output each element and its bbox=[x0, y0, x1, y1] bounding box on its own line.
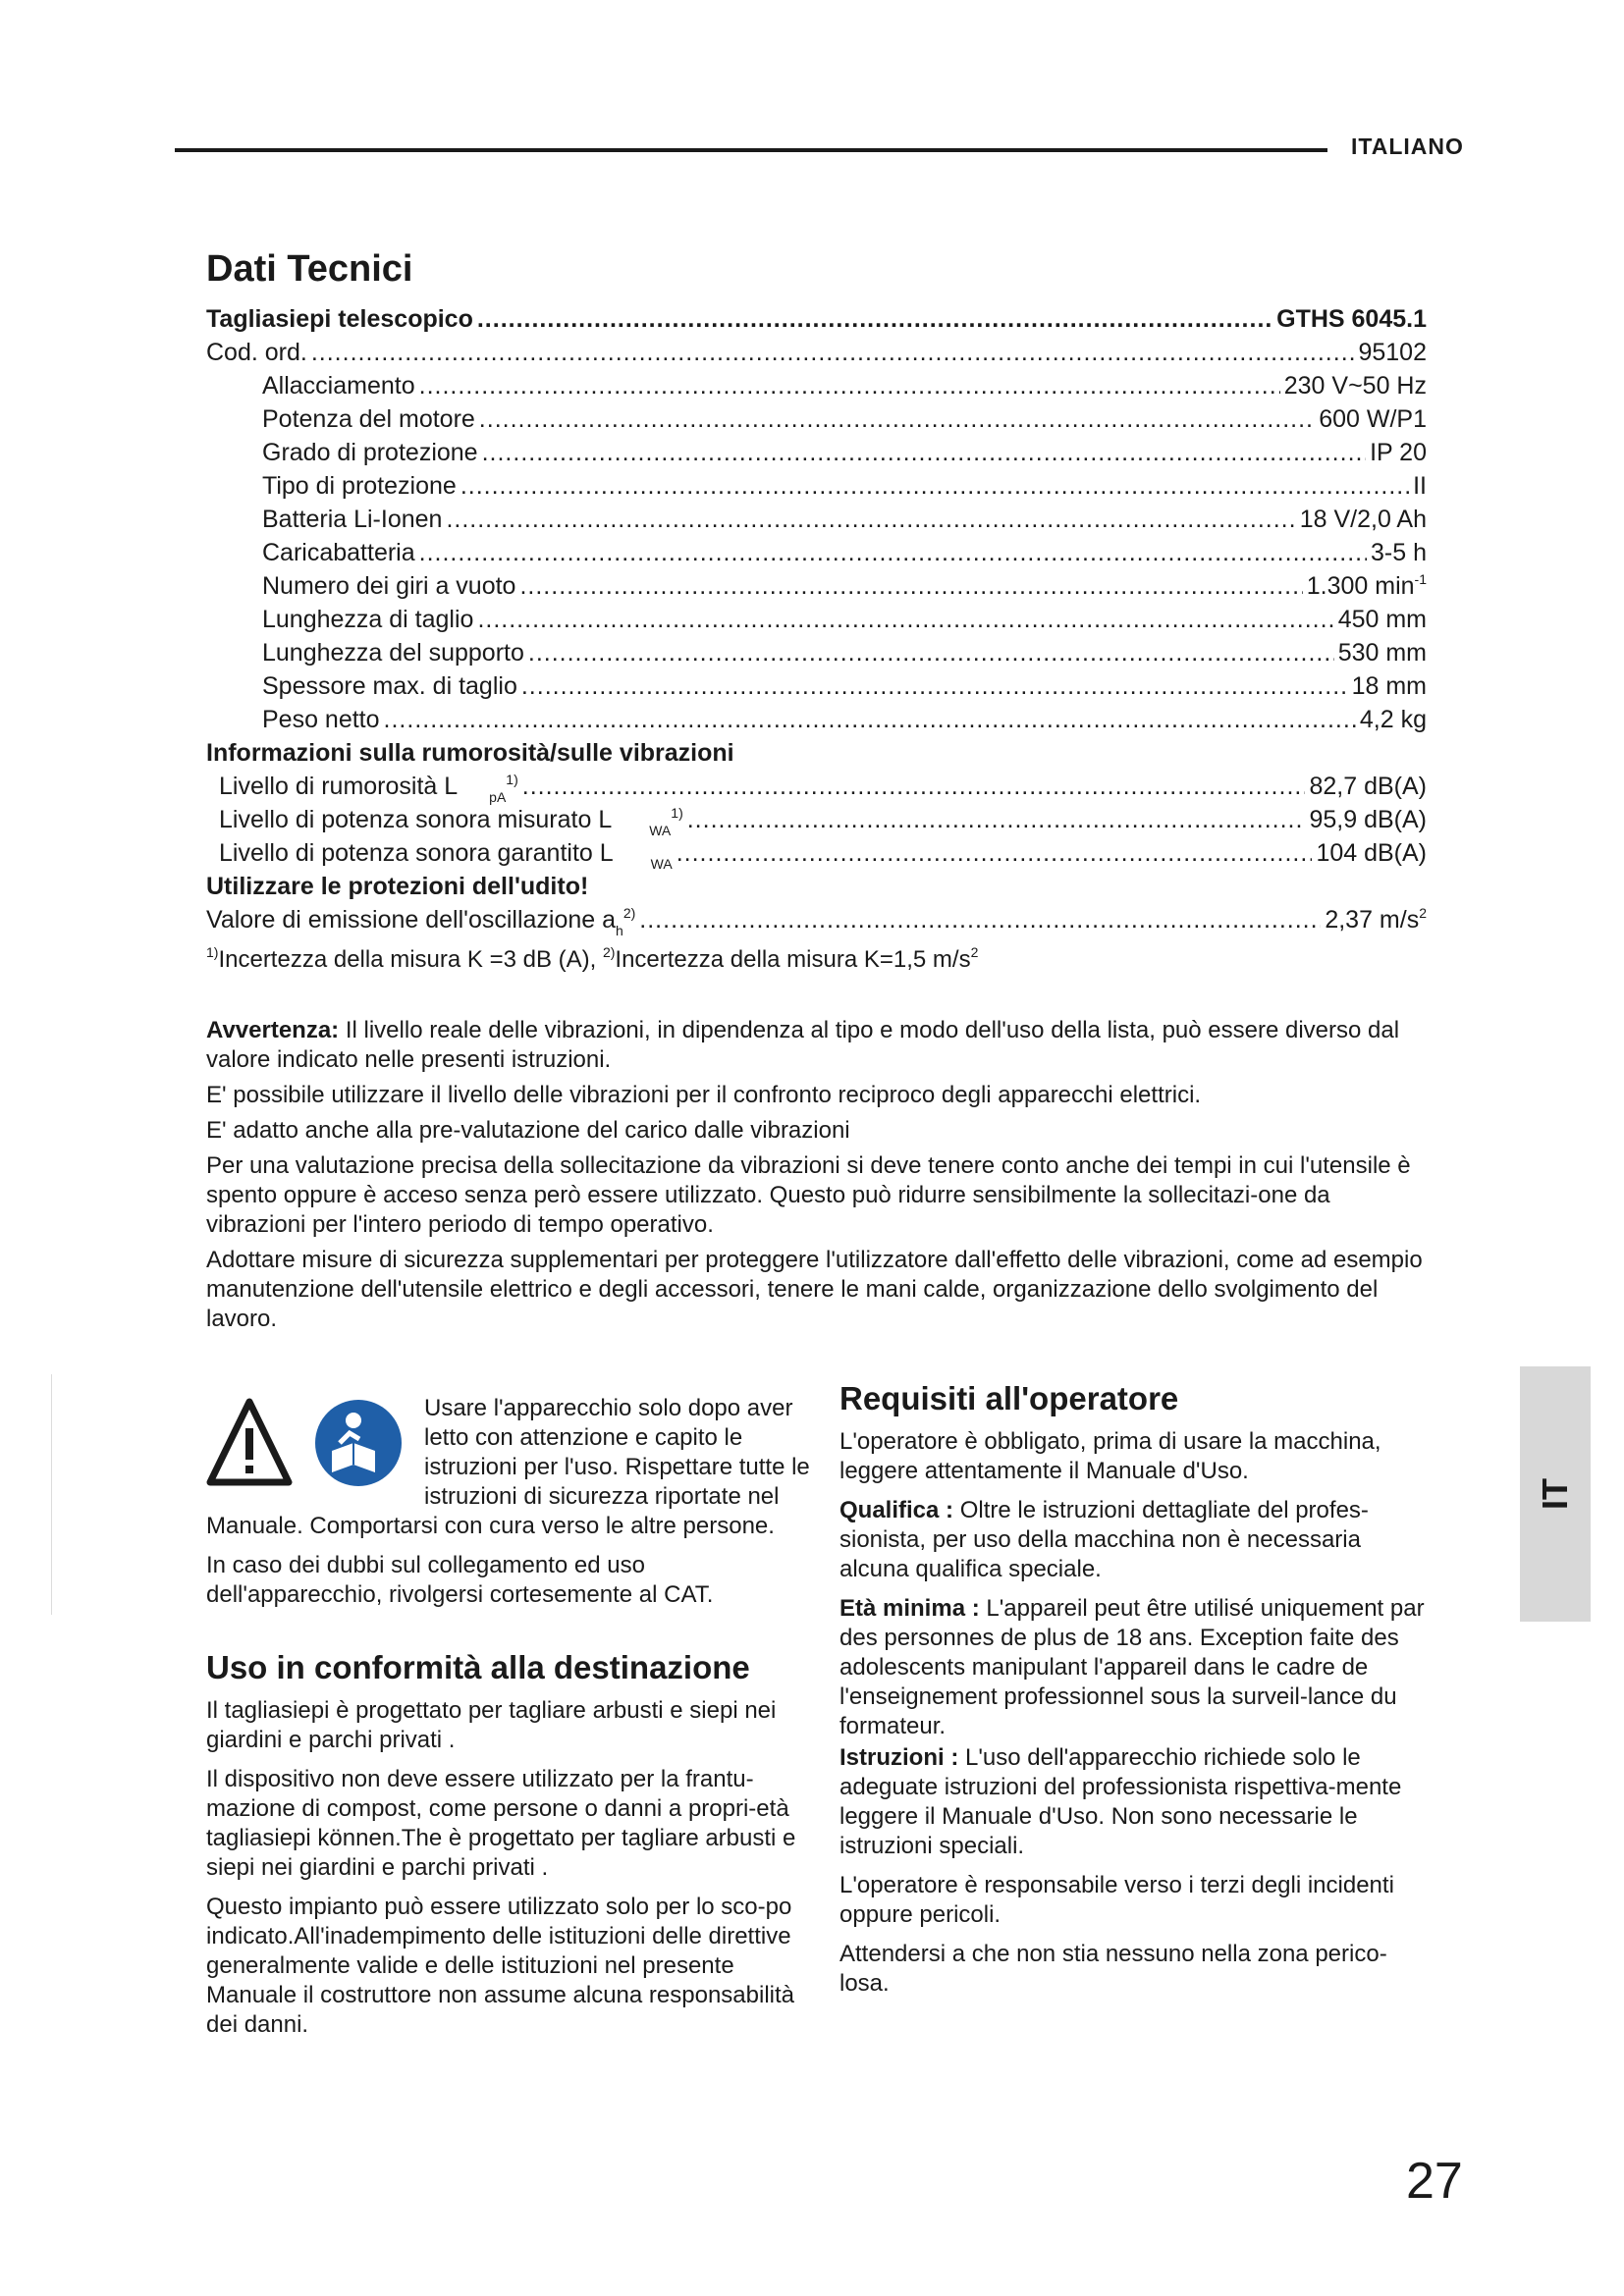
spec-value: 95102 bbox=[1358, 339, 1427, 366]
vibration-label: Valore di emissione dell'oscillazione $a_h^{2)}$ bbox=[206, 905, 636, 938]
vibration-warning-text bbox=[206, 1016, 1424, 1340]
spec-label: Caricabatteria bbox=[262, 539, 415, 566]
spec-value: 4,2 kg bbox=[1359, 706, 1427, 733]
spec-label: Tagliasiepi telescopico bbox=[206, 305, 473, 333]
spec-label: Batteria Li-Ionen bbox=[262, 506, 443, 533]
warning-paragraph: Avvertenza: Il livello reale delle vibrazioni, in dipendenza al tipo e modo dell'uso della lista, può essere diverso dal valore indicato nelle presenti istruzioni. bbox=[206, 1017, 1400, 1073]
spec-value: II bbox=[1413, 472, 1427, 500]
hearing-warning: Utilizzare le protezioni dell'udito! bbox=[206, 873, 589, 900]
operator-paragraph: Attendersi a che non stia nessuno nella zona perico-losa. bbox=[839, 1941, 1387, 1997]
noise-row bbox=[206, 803, 1427, 836]
operator-instructions: Istruzioni : L'uso dell'apparecchio richiede solo le adeguate istruzioni del professionista rispettiva-mente leggere il Manuale d'Uso. Non sono necessarie le istruzioni speciali. bbox=[839, 1744, 1402, 1859]
noise-value: 104 dB(A) bbox=[1316, 839, 1427, 867]
spec-value: GTHS 6045.1 bbox=[1276, 305, 1427, 333]
spec-label: Peso netto bbox=[262, 706, 380, 733]
spec-value: 450 mm bbox=[1337, 606, 1427, 633]
spec-label: Spessore max. di taglio bbox=[262, 672, 517, 700]
spec-row bbox=[206, 436, 1427, 469]
left-column bbox=[206, 1394, 815, 2050]
spec-row bbox=[206, 669, 1427, 703]
intended-use-paragraph: Questo impianto può essere utilizzato solo per lo sco-po indicato.All'inadempimento delle istituzioni delle direttive generalmente valide e delle istituzioni nel presente Manuale il costruttore non assume alcuna responsabilità dei danni. bbox=[206, 1894, 795, 2038]
spec-value: 18 V/2,0 Ah bbox=[1299, 506, 1427, 533]
spec-label: Lunghezza del supporto bbox=[262, 639, 524, 667]
spec-label: Numero dei giri a vuoto bbox=[262, 572, 516, 600]
noise-value: 82,7 dB(A) bbox=[1309, 773, 1427, 800]
spec-value: 18 mm bbox=[1351, 672, 1427, 700]
spec-row bbox=[206, 402, 1427, 436]
operator-title: Requisiti all'operatore bbox=[839, 1380, 1179, 1416]
operator-paragraph: L'operatore è responsabile verso i terzi degli incidenti oppure pericoli. bbox=[839, 1872, 1394, 1928]
vibration-value: 2,37 $m/s^2$ bbox=[1325, 905, 1427, 934]
spec-value: 3-5 h bbox=[1371, 539, 1427, 566]
spec-row bbox=[206, 369, 1427, 402]
specs-table bbox=[206, 302, 1427, 980]
spec-row bbox=[206, 636, 1427, 669]
noise-label: Livello di rumorosità L $_{pA}^{1)}$ bbox=[219, 772, 518, 805]
spec-row bbox=[206, 469, 1427, 503]
margin-rule bbox=[51, 1374, 52, 1615]
right-column bbox=[839, 1380, 1429, 2008]
spec-label: Potenza del motore bbox=[262, 405, 475, 433]
page-title: Dati Tecnici bbox=[206, 248, 413, 290]
operator-paragraph: L'operatore è obbligato, prima di usare la macchina, leggere attentamente il Manuale d'Uso. bbox=[839, 1428, 1381, 1484]
noise-row bbox=[206, 836, 1427, 870]
warning-paragraph: Adottare misure di sicurezza supplementari per proteggere l'utilizzatore dall'effetto delle vibrazioni, come ad esempio manutenzione dell'utensile elettrico e degli accessori, tenere le mani calde, organizzazione dello svolgimento del lavoro. bbox=[206, 1247, 1423, 1332]
spec-row-product bbox=[206, 302, 1427, 336]
intended-use-paragraph: Il tagliasiepi è progettato per tagliare arbusti e siepi nei giardini e parchi privati . bbox=[206, 1697, 777, 1753]
footnote: $^{1)}$Incertezza della misura K =3 dB (A), $^{2)}$Incertezza della misura K=1,5 $m/s^2$ bbox=[206, 944, 979, 973]
warning-triangle-icon bbox=[206, 1394, 412, 1492]
spec-value: 1.300 $\min^{-1}$ bbox=[1306, 571, 1427, 600]
spec-label: Allacciamento bbox=[262, 372, 415, 400]
warning-paragraph: Per una valutazione precisa della sollecitazione da vibrazioni si deve tenere conto anche dei tempi in cui l'utensile è spento oppure è acceso senza però essere utilizzato. Questo può ridurre sensibilmente la sollecitazi-one da vibrazioni per l'intero periodo di tempo operativo. bbox=[206, 1152, 1411, 1238]
spec-label: Cod. ord. bbox=[206, 339, 307, 366]
spec-row bbox=[206, 703, 1427, 736]
spec-row bbox=[206, 536, 1427, 569]
warning-paragraph: E' adatto anche alla pre-valutazione del carico dalle vibrazioni bbox=[206, 1117, 850, 1144]
spec-row-code bbox=[206, 336, 1427, 369]
spec-value: 530 mm bbox=[1337, 639, 1427, 667]
intended-use-paragraph: Il dispositivo non deve essere utilizzato per la frantu-mazione di compost, come persone o danni a propri-età tagliasiepi können.The è progettato per tagliare arbusti e siepi nei giardini e parchi privati . bbox=[206, 1766, 796, 1881]
spec-label: Grado di protezione bbox=[262, 439, 478, 466]
spec-value: IP 20 bbox=[1370, 439, 1427, 466]
noise-row bbox=[206, 770, 1427, 803]
header-language: ITALIANO bbox=[1351, 133, 1464, 159]
spec-label: Tipo di protezione bbox=[262, 472, 457, 500]
noise-label: Livello di potenza sonora misurato L $_{WA}^{1)}$ bbox=[219, 805, 683, 838]
noise-label: Livello di potenza sonora garantito L $_{WA}$ bbox=[219, 839, 673, 872]
noise-value: 95,9 dB(A) bbox=[1309, 806, 1427, 833]
intended-use-title: Uso in conformità alla destinazione bbox=[206, 1649, 750, 1685]
header-rule bbox=[175, 148, 1327, 152]
spec-row bbox=[206, 503, 1427, 536]
operator-qualification: Qualifica : Oltre le istruzioni dettagliate del profes-sionista, per uso della macchina non è necessaria alcuna qualifica speciale. bbox=[839, 1497, 1369, 1582]
noise-heading: Informazioni sulla rumorosità/sulle vibrazioni bbox=[206, 739, 734, 767]
language-tab bbox=[1520, 1366, 1591, 1622]
operator-min-age: Età minima : L'appareil peut être utilisé uniquement par des personnes de plus de 18 ans. Exception faite des adolescents manipulant l'appareil dans le cadre de l'enseignement professionnel sous la surveil-lance du formateur. bbox=[839, 1595, 1425, 1739]
read-manual-icon bbox=[315, 1400, 402, 1486]
manual-note-text: Usare l'apparecchio solo dopo aver letto con attenzione e capito le istruzioni per l'uso. Rispettare tutte le istruzioni di sicurezza riportate nel Manuale. Comportarsi con cura verso le altre persone. bbox=[206, 1395, 810, 1539]
spec-label: Lunghezza di taglio bbox=[262, 606, 474, 633]
spec-row bbox=[206, 569, 1427, 603]
language-tab-label: IT bbox=[1535, 1478, 1575, 1510]
page-number: 27 bbox=[1406, 2153, 1463, 2210]
warning-paragraph: E' possibile utilizzare il livello delle vibrazioni per il confronto reciproco degli apparecchi elettrici. bbox=[206, 1082, 1202, 1108]
vibration-row bbox=[206, 903, 1427, 936]
spec-value: 230 V~50 Hz bbox=[1283, 372, 1427, 400]
manual-note bbox=[206, 1394, 815, 1610]
spec-row bbox=[206, 603, 1427, 636]
manual-note-text-2: In caso dei dubbi sul collegamento ed uso dell'apparecchio, rivolgersi cortesemente al CAT. bbox=[206, 1552, 714, 1608]
spec-value: 600 W/P1 bbox=[1319, 405, 1427, 433]
